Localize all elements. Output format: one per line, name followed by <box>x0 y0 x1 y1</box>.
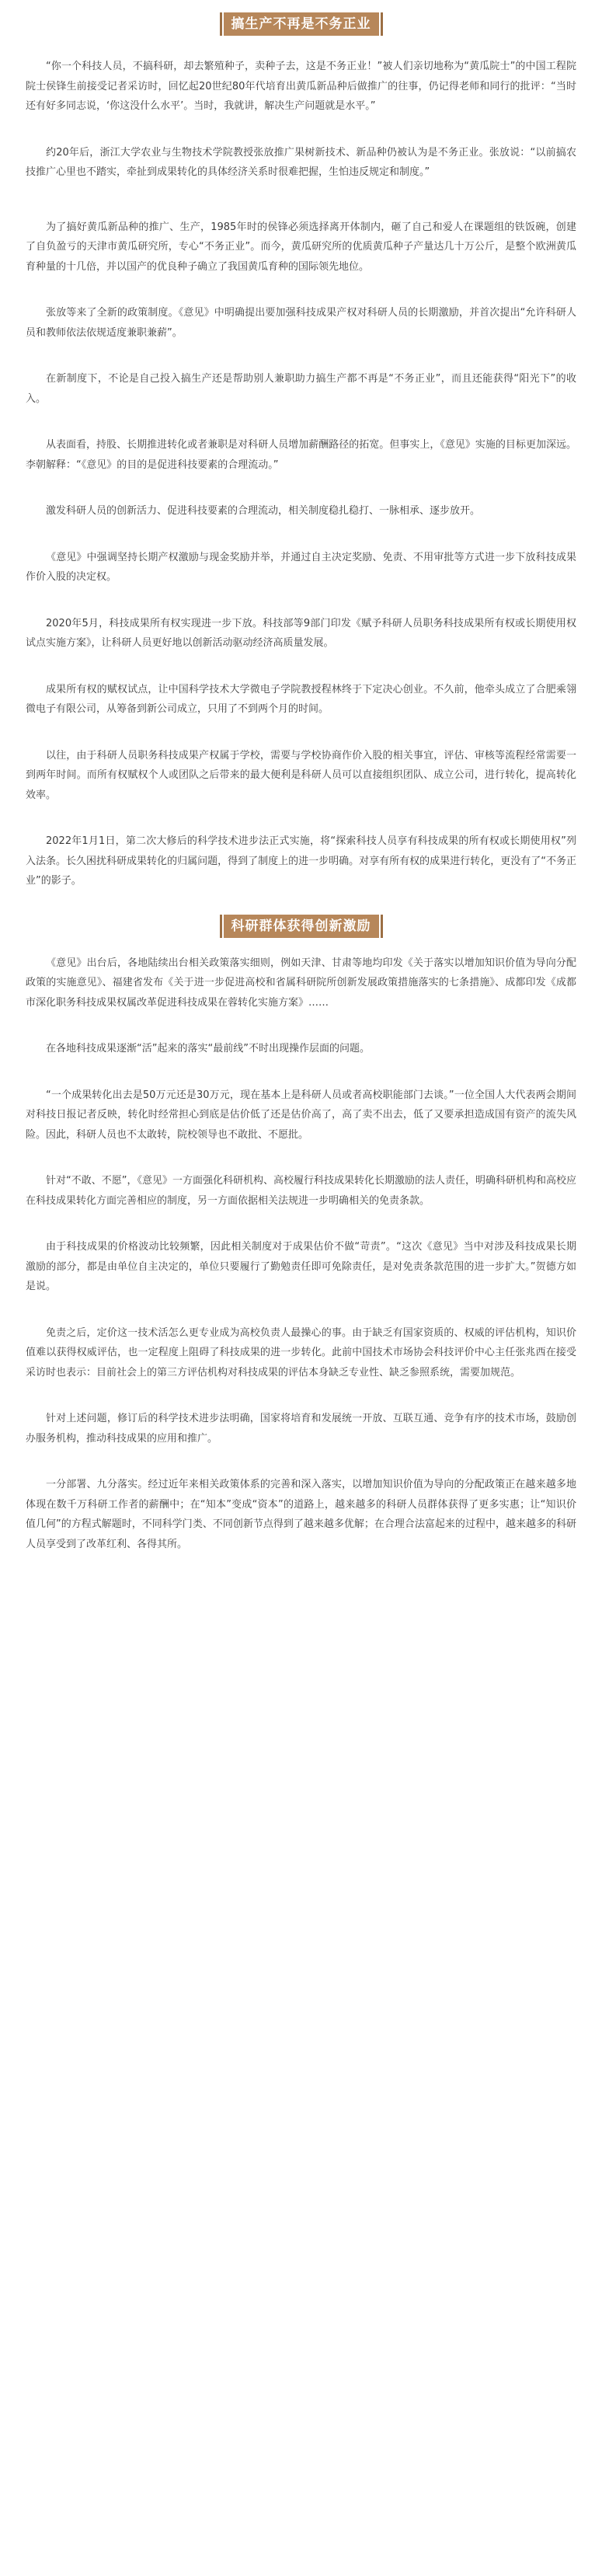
paragraph: 约20年后，浙江大学农业与生物技术学院教授张放推广果树新技术、新品种仍被认为是不务正业。张放说：“以前搞农技推广心里也不踏实，牵扯到成果转化的具体经济关系时很难把握，生怕违反规定和制度。” <box>26 146 576 178</box>
paragraph: “你一个科技人员，不搞科研，却去繁殖种子，卖种子去，这是不务正业！”被人们亲切地称为“黄瓜院士”的中国工程院院士侯锋生前接受记者采访时，回忆起20世纪80年代培育出黄瓜新品种后做推广的往事，仍记得老师和同行的批评：“当时还有好多同志说，‘你这没什么水平’。当时，我就讲，解决生产问题就是水平。” <box>26 61 576 112</box>
paragraph: 从表面看，持股、长期推进转化或者兼职是对科研人员增加薪酬路径的拓宽。但事实上，《意见》实施的目标更加深远。李朝解释：“《意见》的目的是促进科技要素的合理流动。” <box>26 439 576 471</box>
paragraph: 在各地科技成果逐渐“活”起来的落实“最前线”不时出现操作层面的问题。 <box>46 1043 370 1054</box>
section-title: 科研群体获得创新激励 <box>224 915 379 938</box>
paragraph: 《意见》中强调坚持长期产权激励与现金奖励并举，并通过自主决定奖励、免责、不用审批等方式进一步下放科技成果作价入股的决定权。 <box>26 551 576 583</box>
paragraph: 为了搞好黄瓜新品种的推广、生产，1985年时的侯锋必须选择离开体制内，砸了自己和爱人在课题组的铁饭碗，创建了自负盈亏的天津市黄瓜研究所，专心“不务正业”。而今，黄瓜研究所的优质黄瓜种子产量达几十万公斤，是整个欧洲黄瓜育种量的十几倍，并以国产的优良种子确立了我国黄瓜育种的国际领先地位。 <box>26 221 576 273</box>
paragraph: 以往，由于科研人员职务科技成果产权属于学校，需要与学校协商作价入股的相关事宜，评估、审核等流程经常需要一到两年时间。而所有权赋权个人或团队之后带来的最大便利是科研人员可以直接组织团队、成立公司，进行转化，提高转化效率。 <box>26 749 576 801</box>
paragraph: 免责之后，定价这一技术活怎么更专业成为高校负责人最操心的事。由于缺乏有国家资质的、权威的评估机构，知识价值难以获得权威评估，也一定程度上阻碍了科技成果的进一步转化。此前中国技术市场协会科技评价中心主任张兆西在接受采访时也表示：目前社会上的第三方评估机构对科技成果的评估本身缺乏专业性、缺乏参照系统，需要加规范。 <box>26 1326 576 1379</box>
section-title-wrap <box>26 0 576 36</box>
paragraph: “一个成果转化出去是50万元还是30万元，现在基本上是科研人员或者高校职能部门去谈。”一位全国人大代表两会期间对科技日报记者反映，转化时经常担心到底是估价低了还是估价高了，高了卖不出去，低了又要承担造成国有资产的流失风险。因此，科研人员也不太敢转，院校领导也不敢批、不愿批。 <box>26 1089 576 1141</box>
paragraph: 激发科研人员的创新活力、促进科技要素的合理流动，相关制度稳扎稳打、一脉相承、逐步放开。 <box>46 505 481 517</box>
section-title: 搞生产不再是不务正业 <box>224 12 379 36</box>
paragraph: 2020年5月，科技成果所有权实现进一步下放。科技部等9部门印发《赋予科研人员职务科技成果所有权或长期使用权试点实施方案》，让科研人员更好地以创新活动驱动经济高质量发展。 <box>26 617 576 649</box>
paragraph: 针对“不敢、不愿”，《意见》一方面强化科研机构、高校履行科技成果转化长期激励的法人责任，明确科研机构和高校应在科技成果转化方面完善相应的制度，另一方面依据相关法规进一步明确相关的免责条款。 <box>26 1175 576 1207</box>
paragraph: 2022年1月1日，第二次大修后的科学技术进步法正式实施，将“探索科技人员享有科技成果的所有权或长期使用权”列入法条。长久困扰科研成果转化的归属问题，得到了制度上的进一步明确。对享有所有权的成果进行转化，更没有了“不务正业”的影子。 <box>26 835 576 887</box>
paragraph: 张放等来了全新的政策制度。《意见》中明确提出要加强科技成果产权对科研人员的长期激励，并首次提出“允许科研人员和教师依法依规适度兼职兼薪”。 <box>26 307 576 339</box>
paragraph: 针对上述问题，修订后的科学技术进步法明确，国家将培育和发展统一开放、互联互通、竞争有序的技术市场，鼓励创办服务机构，推动科技成果的应用和推广。 <box>26 1413 576 1445</box>
paragraph: 由于科技成果的价格波动比较频繁，因此相关制度对于成果估价不做“苛责”。“这次《意见》当中对涉及科技成果长期激励的部分，都是由单位自主决定的，单位只要履行了勤勉责任即可免除责任，是对免责条款范围的进一步扩大。”贺德方如是说。 <box>26 1241 576 1292</box>
paragraph: 《意见》出台后，各地陆续出台相关政策落实细则，例如天津、甘肃等地均印发《关于落实以增加知识价值为导向分配政策的实施意见》、福建省发布《关于进一步促进高校和省属科研院所创新发展政策措施落实的七条措施》、成都印发《成都市深化职务科技成果权属改革促进科技成果在蓉转化实施方案》…… <box>26 957 576 1009</box>
paragraph: 一分部署、九分落实。经过近年来相关政策体系的完善和深入落实，以增加知识价值为导向的分配政策正在越来越多地体现在数千万科研工作者的薪酬中；在“知本”变成“资本”的道路上，越来越多的科研人员群体获得了更多实惠；让“知识价值几何”的方程式解题时，不同科学门类、不同创新节点得到了越来越多优解；在合理合法富起来的过程中，越来越多的科研人员享受到了改革红利、各得其所。 <box>26 1479 576 1550</box>
paragraph: 成果所有权的赋权试点，让中国科学技术大学微电子学院教授程林终于下定决心创业。不久前，他牵头成立了合肥乘翎微电子有限公司，从筹备到新公司成立，只用了不到两个月的时间。 <box>26 683 576 715</box>
paragraph: 在新制度下，不论是自己投入搞生产还是帮助别人兼职助力搞生产都不再是“不务正业”，而且还能获得“阳光下”的收入。 <box>26 373 576 405</box>
section-title-wrap <box>26 915 576 938</box>
